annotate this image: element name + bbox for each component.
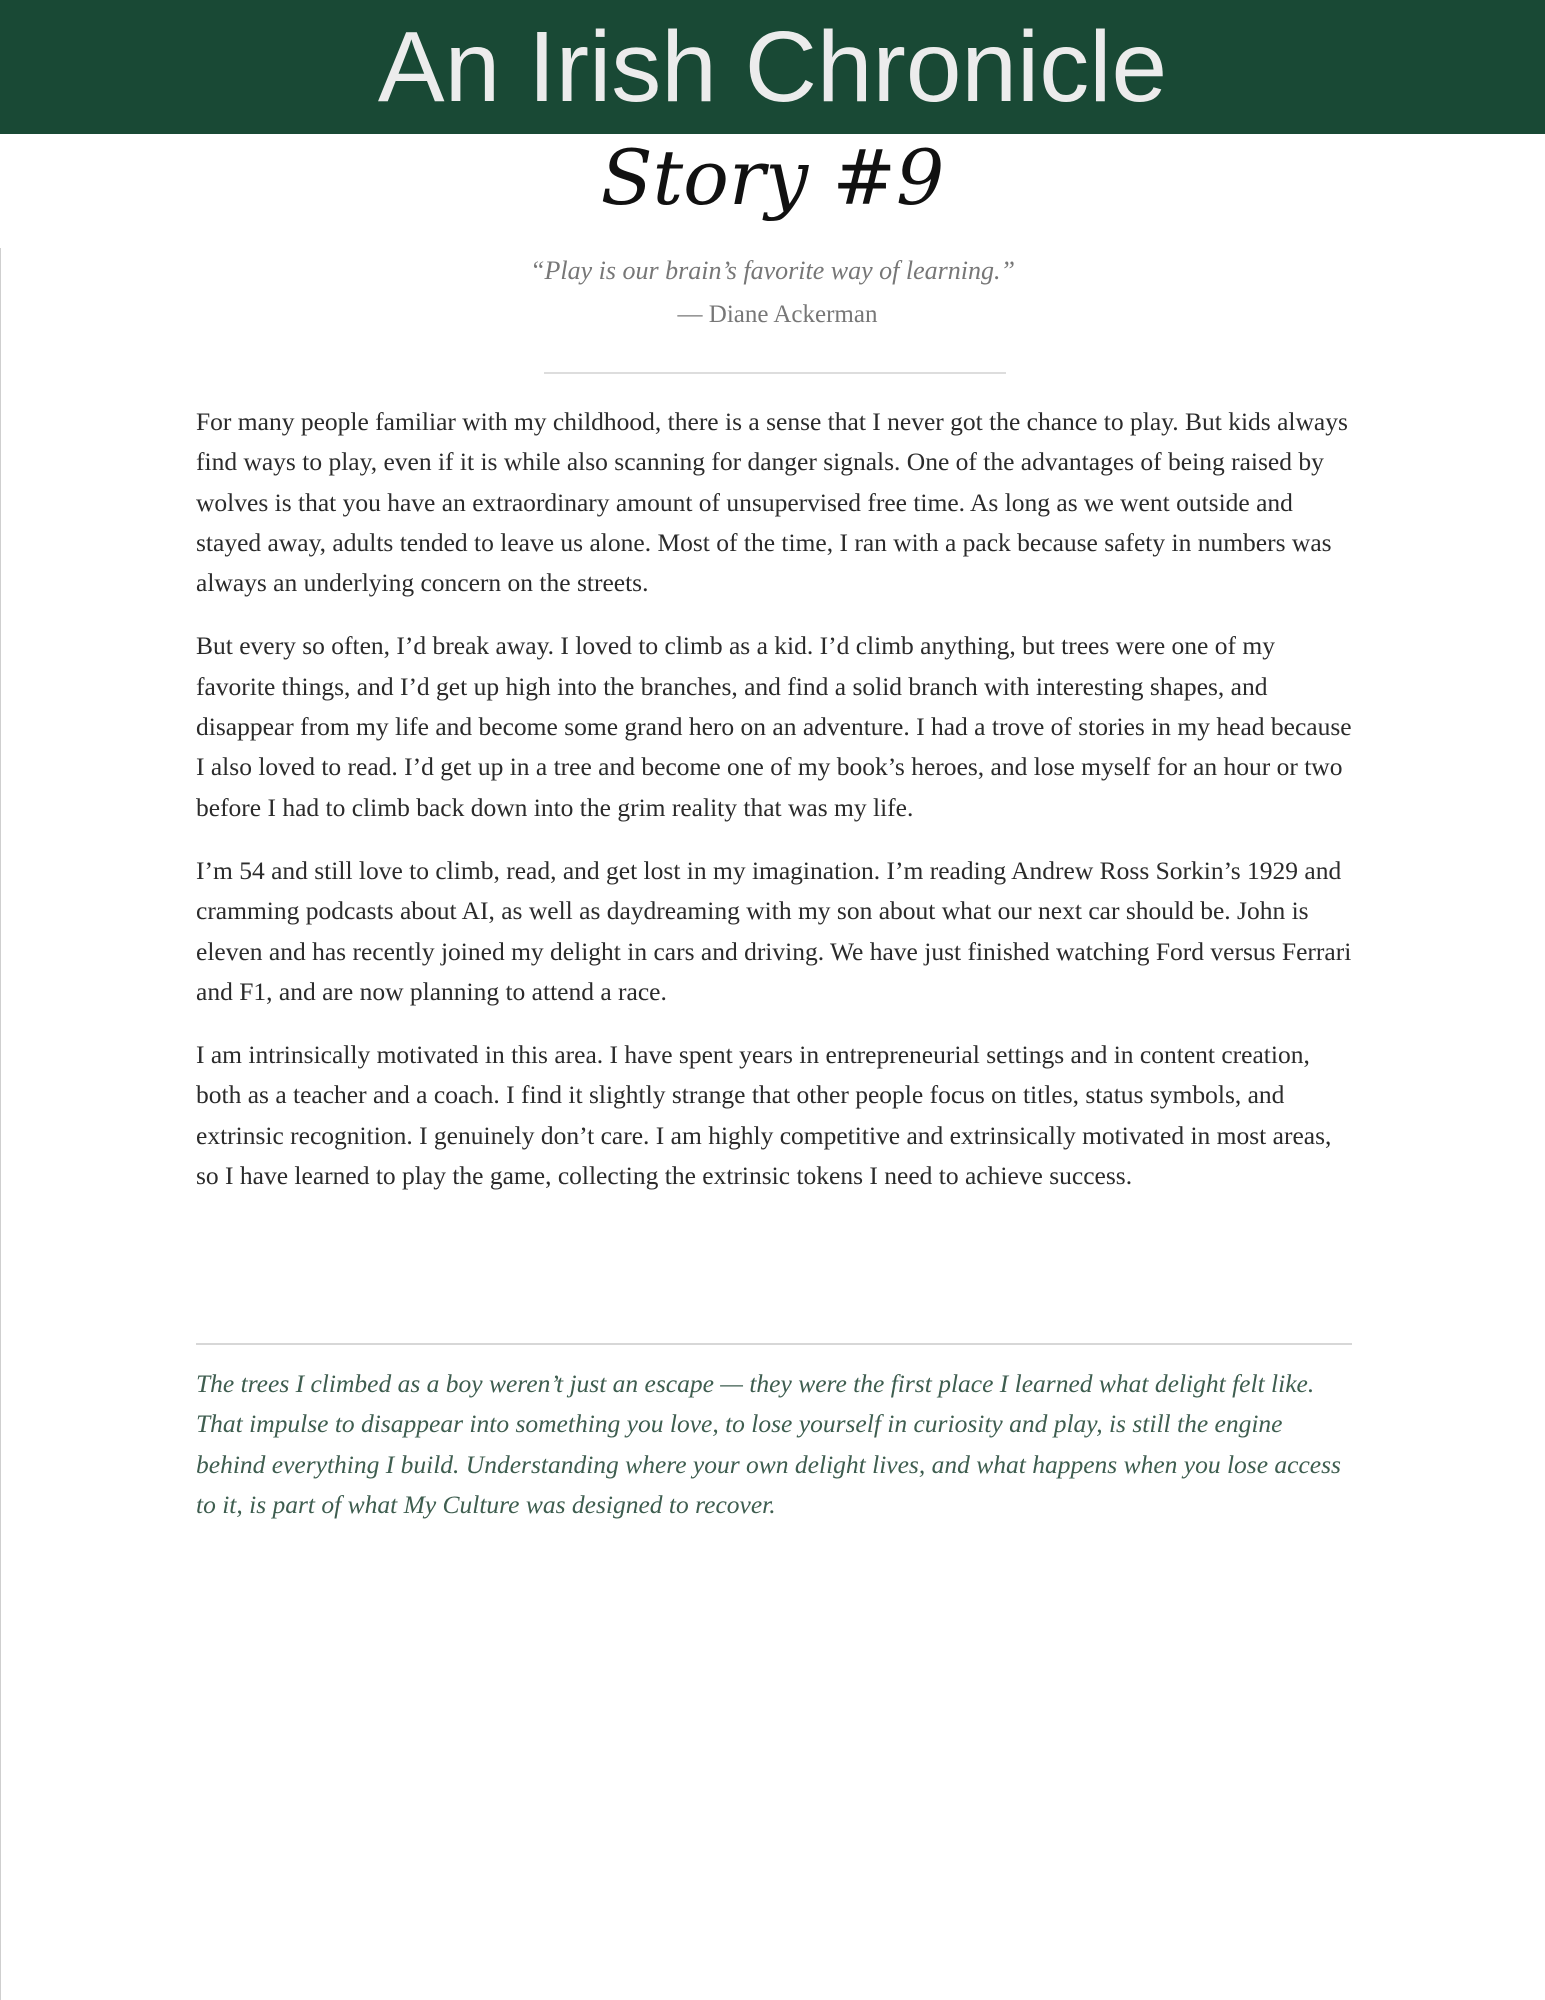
masthead [0,0,1545,134]
article-paragraph: I’m 54 and still love to climb, read, and get lost in my imagination. I’m reading Andrew Ross Sorkin’s 1929 and cramming podcasts about AI, as well as daydreaming with my son about what our next car should be. John is eleven and has recently joined my delight in cars and driving. We have just finished watching Ford versus Ferrari and F1, and are now planning to attend a race. [196,855,1352,1006]
article-paragraph: For many people familiar with my childhood, there is a sense that I never got the chance to play. But kids always find ways to play, even if it is while also scanning for danger signals. One of the advantages of being raised by wolves is that you have an extraordinary amount of unsupervised free time. As long as we went outside and stayed away, adults tended to leave us alone. Most of the time, I ran with a pack because safety in numbers was always an underlying concern on the streets. [196,407,1348,598]
page-left-border [0,248,1,2000]
article-body [196,402,1356,1219]
article-paragraph: But every so often, I’d break away. I loved to climb as a kid. I’d climb anything, but trees were one of my favorite things, and I’d get up high into the branches, and find a solid branch with interesting shapes, and disappear from my life and become some grand hero on an adventure. I had a trove of stories in my head because I also loved to read. I’d get up in a tree and become one of my book’s heroes, and lose myself for an hour or two before I had to climb back down into the grim reality that was my life. [196,631,1352,822]
epigraph-author: — Diane Ackerman [677,301,878,328]
epigraph-quote: “Play is our brain’s favorite way of learning.” [530,256,1015,285]
article-paragraph: I am intrinsically motivated in this area. I have spent years in entrepreneurial settings and in content creation, both as a teacher and a coach. I find it slightly strange that other people focus on titles, status symbols, and extrinsic recognition. I genuinely don’t care. I am highly competitive and extrinsically motivated in most areas, so I have learned to play the game, collecting the extrinsic tokens I need to achieve success. [196,1040,1332,1191]
closing-divider [196,1343,1352,1345]
epigraph-divider [544,372,1006,374]
story-title: Story #9 [600,133,945,222]
closing-note: The trees I climbed as a boy weren’t just an escape — they were the first place I learned what delight felt like. That impulse to disappear into something you love, to lose yourself in curiosity and play, is still the engine behind everything I build. Understanding where your own delight lives, and what happens when you lose access to it, is part of what My Culture was designed to recover. [196,1369,1341,1519]
masthead-title: An Irish Chronicle [377,11,1168,123]
